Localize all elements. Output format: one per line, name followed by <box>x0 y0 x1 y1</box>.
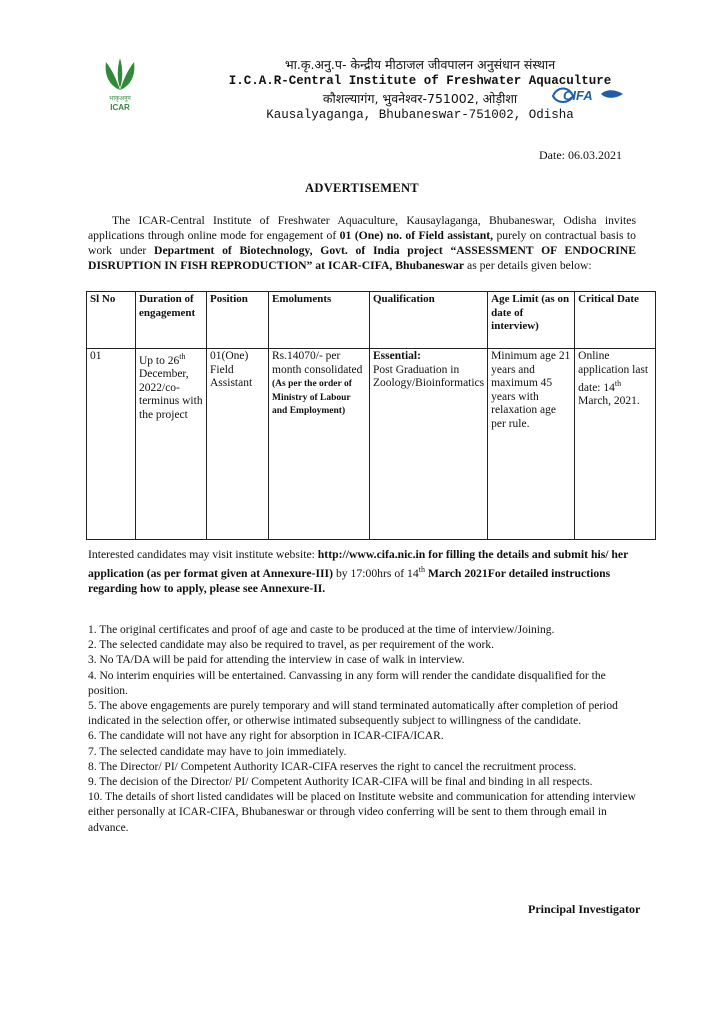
col-header-duration: Duration of engagement <box>136 292 207 349</box>
website-link[interactable]: http://www.cifa.nic.in for filling the details and submit his/ her application (as per format given at Annexure-III) <box>88 548 629 580</box>
institute-name-english: I.C.A.R-Central Institute of Freshwater Aquaculture <box>228 74 612 88</box>
list-item: 1. The original certificates and proof of age and caste to be produced at the time of interview/Joining. <box>88 624 555 636</box>
duration-sup: th <box>179 352 186 361</box>
col-header-age-limit: Age Limit (as on date of interview) <box>488 292 575 349</box>
cell-duration <box>136 349 207 540</box>
application-instructions <box>88 547 636 596</box>
col-header-sl: Sl No <box>87 292 136 349</box>
cell-qualification <box>370 349 488 540</box>
instructions-text-2: by 17:00hrs of 14 <box>333 566 419 580</box>
svg-text:भाकृअनुप: भाकृअनुप <box>109 95 131 102</box>
intro-text-2: purely on contractual basis to work under <box>88 229 637 257</box>
col-header-critical-date: Critical Date <box>575 292 656 349</box>
intro-text-3: as per details given below: <box>464 259 592 272</box>
list-item: 10. The details of short listed candidates will be placed on Institute website and communication for attending interview either personally at ICAR-CIFA, Bhubaneswar or through video conferring will be sent to them through email in advance. <box>88 791 636 834</box>
critical-date-sup: th <box>614 379 622 388</box>
critical-date-text-2: March, 2021. <box>578 395 640 408</box>
intro-bold-1: 01 (One) no. of Field assistant, <box>339 229 494 242</box>
cell-age-limit: Minimum age 21 years and maximum 45 years with relaxation age per rule. <box>488 349 575 540</box>
qualification-text: Post Graduation in Zoology/Bioinformatics <box>373 363 485 389</box>
critical-date-text: Online application last date: 14 <box>578 350 649 394</box>
page-title: ADVERTISEMENT <box>305 181 419 195</box>
list-item: 6. The candidate will not have any right for absorption in ICAR-CIFA/ICAR. <box>88 730 444 743</box>
svg-text:CIFA: CIFA <box>563 88 593 103</box>
cell-critical-date <box>575 349 656 540</box>
duration-text-2: December, 2022/co-terminus with the project <box>139 368 203 421</box>
table-header-row <box>87 292 656 349</box>
list-item: 2. The selected candidate may also be required to travel, as per requirement of the work. <box>88 639 494 652</box>
cell-position: 01(One) Field Assistant <box>207 349 269 540</box>
emoluments-note: (As per the order of Ministry of Labour and Employment) <box>272 379 352 416</box>
instructions-text-1: Interested candidates may visit institute website: <box>88 548 318 561</box>
table-row <box>87 349 656 540</box>
icar-logo <box>98 56 142 114</box>
intro-paragraph <box>88 213 636 273</box>
duration-text: Up to 26 <box>139 354 180 367</box>
document-date: Date: 06.03.2021 <box>539 148 622 162</box>
instructions-bold-2: March 2021For detailed instructions regarding how to apply, please see Annexure-II. <box>88 566 611 595</box>
vacancy-table <box>86 291 656 540</box>
list-item: 9. The decision of the Director/ PI/ Competent Authority ICAR-CIFA will be final and binding in all respects. <box>88 776 593 789</box>
address-english: Kausalyaganga, Bhubaneswar-751002, Odisha <box>266 108 574 122</box>
list-item: 3. No TA/DA will be paid for attending the interview in case of walk in interview. <box>88 654 465 667</box>
col-header-qualification: Qualification <box>370 292 488 349</box>
col-header-emoluments: Emoluments <box>269 292 370 349</box>
cell-emoluments <box>269 349 370 540</box>
emoluments-text: Rs.14070/- per month consolidated <box>272 350 363 376</box>
svg-text:ICAR: ICAR <box>110 103 130 112</box>
terms-list <box>88 623 648 836</box>
cifa-logo <box>549 84 629 106</box>
instructions-sup: th <box>418 565 425 574</box>
qualification-label: Essential: <box>373 350 421 362</box>
list-item: 7. The selected candidate may have to join immediately. <box>88 745 347 758</box>
col-header-position: Position <box>207 292 269 349</box>
intro-bold-2: Department of Biotechnology, Govt. of India project “ASSESSMENT OF ENDOCRINE DISRUPTION IN FISH REPRODUCTION” at ICAR-CIFA, Bhubaneswar <box>88 244 636 272</box>
signature-title: Principal Investigator <box>528 902 641 916</box>
list-item: 5. The above engagements are purely temporary and will stand terminated automatically after completion of period indicated in the selection offer, or otherwise intimated subsequently subject to willingness of the candidate. <box>88 700 618 728</box>
letterhead <box>88 56 648 122</box>
list-item: 8. The Director/ PI/ Competent Authority ICAR-CIFA reserves the right to cancel the recruitment process. <box>88 760 577 773</box>
intro-text-1: The ICAR-Central Institute of Freshwater Aquaculture, Kausaylaganga, Bhubaneswar, Odisha invites applications through online mode for engagement of <box>88 214 636 242</box>
list-item: 4. No interim enquiries will be entertained. Canvassing in any form will render the candidate disqualified for the position. <box>88 669 606 697</box>
cell-sl: 01 <box>87 349 136 540</box>
address-hindi: कौशल्यागंग, भुवनेश्वर-751002, ओड़ीशा <box>322 91 518 106</box>
institute-name-hindi: भा.कृ.अनु.प- केन्द्रीय मीठाजल जीवपालन अनुसंधान संस्थान <box>284 57 556 72</box>
